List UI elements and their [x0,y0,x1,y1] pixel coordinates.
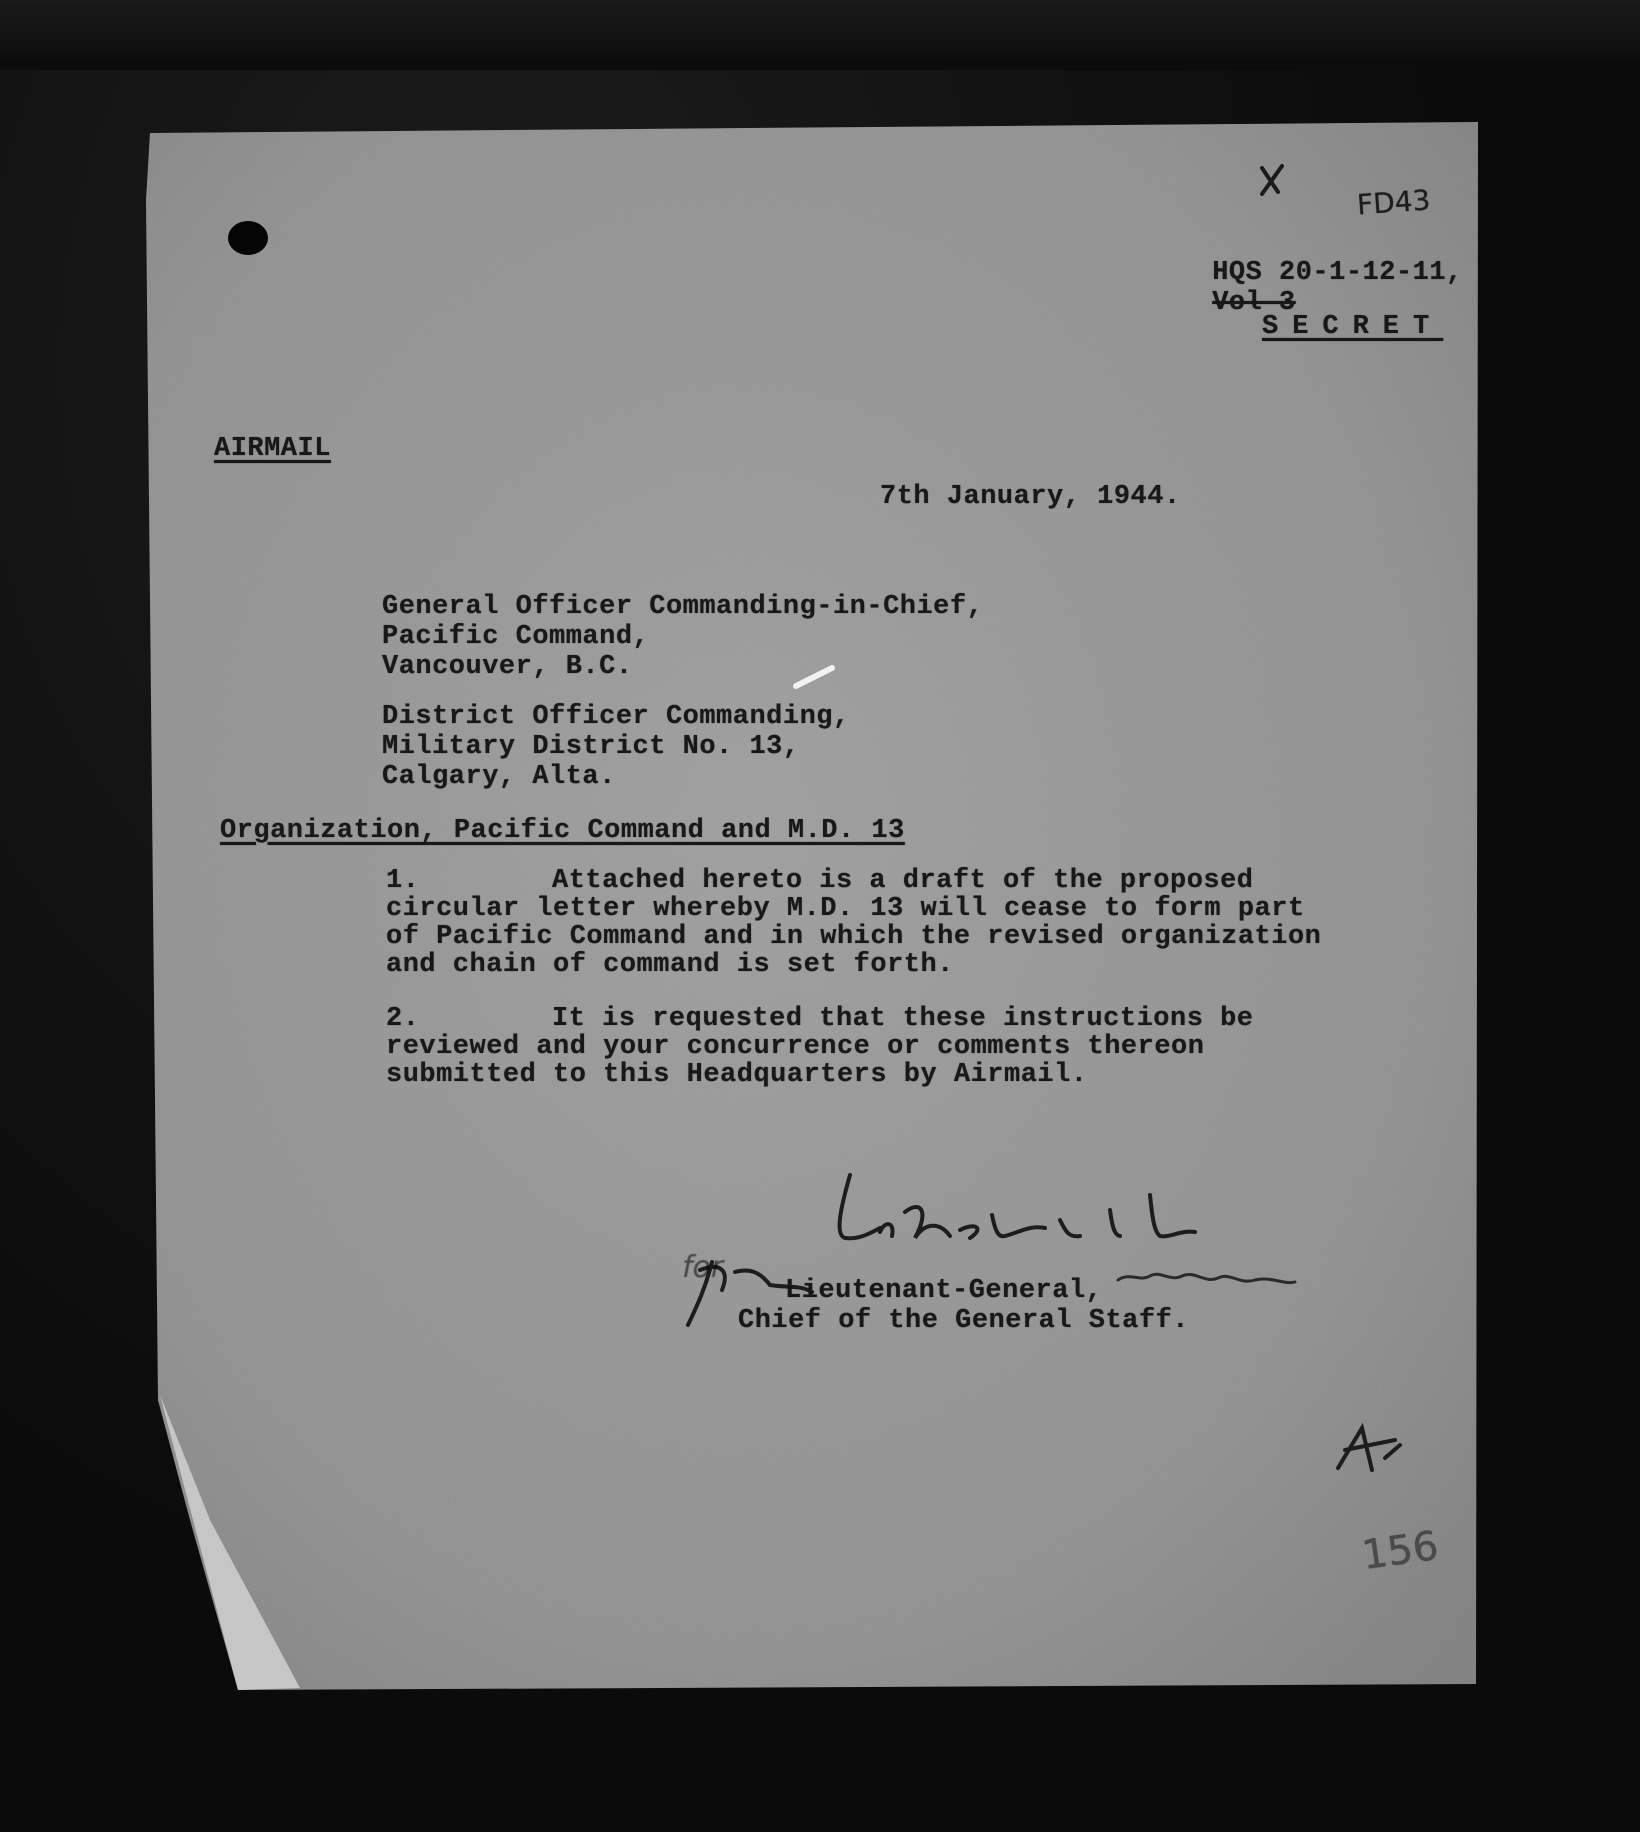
subject-line: Organization, Pacific Command and M.D. 13 [220,816,905,846]
paragraph-line: reviewed and your concurrence or comments thereon [386,1032,1205,1062]
addressee-2-line: Calgary, Alta. [382,762,616,792]
addressee-1-line: Vancouver, B.C. [382,652,633,682]
paragraph-line: of Pacific Command and in which the revised organization [386,922,1322,952]
paragraph-line: submitted to this Headquarters by Airmail. [386,1060,1088,1090]
classification-stamp: SECRET [1262,312,1444,342]
signature-prefix: for [682,1250,724,1285]
signature-rank: Lieutenant-General, [785,1276,1103,1306]
addressee-2-line: District Officer Commanding, [382,702,850,732]
addressee-2-line: Military District No. 13, [382,732,800,762]
paragraph-line: and chain of command is set forth. [386,950,954,980]
handwritten-ref: FD43 [1355,183,1432,222]
paragraph-line: circular letter whereby M.D. 13 will cease to form part [386,894,1305,924]
folio-number: 156 [1359,1522,1442,1580]
file-ref-main: HQS 20-1-12-11, [1212,258,1463,288]
paragraph-line: Attached hereto is a draft of the proposed [552,866,1254,896]
delivery-method: AIRMAIL [214,434,331,464]
paragraph-number: 1. [386,866,420,896]
letter-date: 7th January, 1944. [880,482,1181,512]
addressee-1-line: Pacific Command, [382,622,650,652]
signature-title: Chief of the General Staff. [738,1306,1189,1336]
paragraph-number: 2. [386,1004,420,1034]
addressee-1-line: General Officer Commanding-in-Chief, [382,592,984,622]
file-ref-struck: Vol 3 [1212,288,1296,318]
paragraph-line: It is requested that these instructions be [552,1004,1254,1034]
